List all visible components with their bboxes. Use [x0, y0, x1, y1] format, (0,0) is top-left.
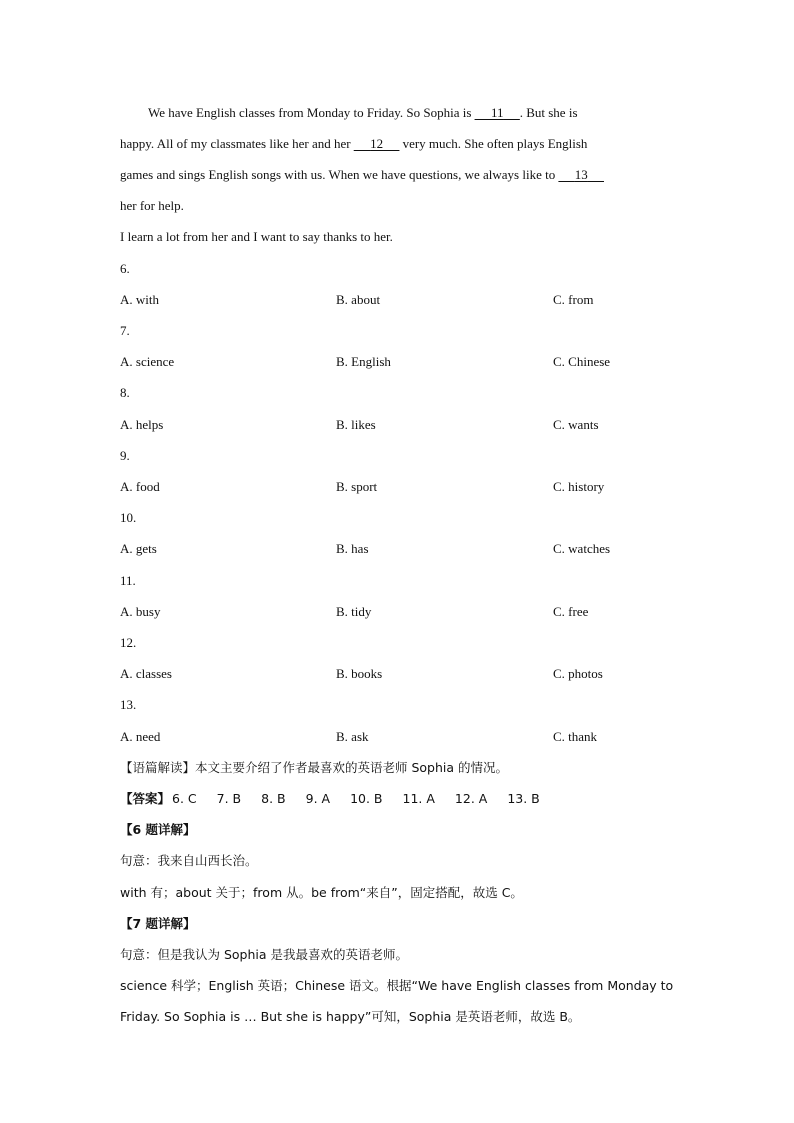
answer-item: 7. B [216, 791, 242, 806]
option-a: A. busy [120, 604, 161, 619]
passage-line-2 [120, 136, 587, 152]
option-c: C. watches [553, 541, 611, 556]
reading-summary: 【语篇解读】本文主要介绍了作者最喜欢的英语老师 Sophia 的情况。 [120, 760, 509, 775]
passage-line-4: her for help. [120, 198, 184, 213]
answer-item: 13. B [507, 791, 540, 806]
answer-item: 12. A [454, 791, 488, 806]
blank-13: 13 [574, 167, 588, 182]
option-b: B. about [336, 292, 381, 307]
q6-detail: with 有；about 关于；from 从。be from“来自”，固定搭配，故选 C。 [120, 885, 523, 900]
option-b: B. tidy [336, 604, 372, 619]
question-number: 11. [120, 573, 136, 588]
q7-detail-1: science 科学；English 英语；Chinese 语文。根据“We have English classes from Monday to [120, 978, 674, 993]
question-number: 13. [120, 697, 137, 712]
answer-item: 9. A [305, 791, 331, 806]
option-c: C. from [553, 292, 594, 307]
answer-label: 【答案】 [120, 791, 171, 806]
q7-detail-2: Friday. So Sophia is … But she is happy”可知，Sophia 是英语老师，故选 B。 [120, 1009, 581, 1024]
question-number: 9. [120, 448, 130, 463]
answer-item: 6. C [172, 791, 197, 806]
question-number: 12. [120, 635, 137, 650]
answer-item: 10. B [350, 791, 383, 806]
blank-12: 12 [370, 136, 384, 151]
option-b: B. has [336, 541, 369, 556]
option-a: A. need [120, 729, 161, 744]
question-number: 6. [120, 261, 130, 276]
option-a: A. classes [120, 666, 172, 681]
answer-key [120, 791, 560, 807]
option-b: B. English [336, 354, 391, 369]
option-b: B. likes [336, 417, 376, 432]
option-c: C. free [553, 604, 589, 619]
option-c: C. photos [553, 666, 603, 681]
passage-line-1 [148, 105, 578, 121]
option-c: C. Chinese [553, 354, 611, 369]
option-c: C. history [553, 479, 605, 494]
passage-text: . But she is [519, 105, 578, 120]
question-number: 8. [120, 385, 130, 400]
passage-text: We have English classes from Monday to Friday. So Sophia is [148, 105, 472, 120]
passage-line-5: I learn a lot from her and I want to say thanks to her. [120, 229, 393, 244]
passage-line-3 [120, 167, 604, 183]
answer-item: 11. A [402, 791, 435, 806]
question-number: 7. [120, 323, 130, 338]
q7-heading: 【7 题详解】 [120, 916, 196, 931]
q6-heading: 【6 题详解】 [120, 822, 196, 837]
answer-item: 8. B [261, 791, 286, 806]
question-number: 10. [120, 510, 137, 525]
q6-meaning: 句意：我来自山西长治。 [120, 853, 258, 868]
passage-text: happy. All of my classmates like her and her [120, 136, 351, 151]
option-a: A. science [120, 354, 175, 369]
q7-meaning: 句意：但是我认为 Sophia 是我最喜欢的英语老师。 [120, 947, 409, 962]
option-a: A. with [120, 292, 159, 307]
passage-text: very much. She often plays English [402, 136, 588, 151]
option-a: A. helps [120, 417, 164, 432]
passage-text: games and sings English songs with us. When we have questions, we always like to [120, 167, 556, 182]
option-a: A. food [120, 479, 160, 494]
option-b: B. ask [336, 729, 369, 744]
option-a: A. gets [120, 541, 157, 556]
option-c: C. thank [553, 729, 598, 744]
blank-11: 11 [490, 105, 504, 120]
option-c: C. wants [553, 417, 599, 432]
option-b: B. sport [336, 479, 378, 494]
option-b: B. books [336, 666, 383, 681]
